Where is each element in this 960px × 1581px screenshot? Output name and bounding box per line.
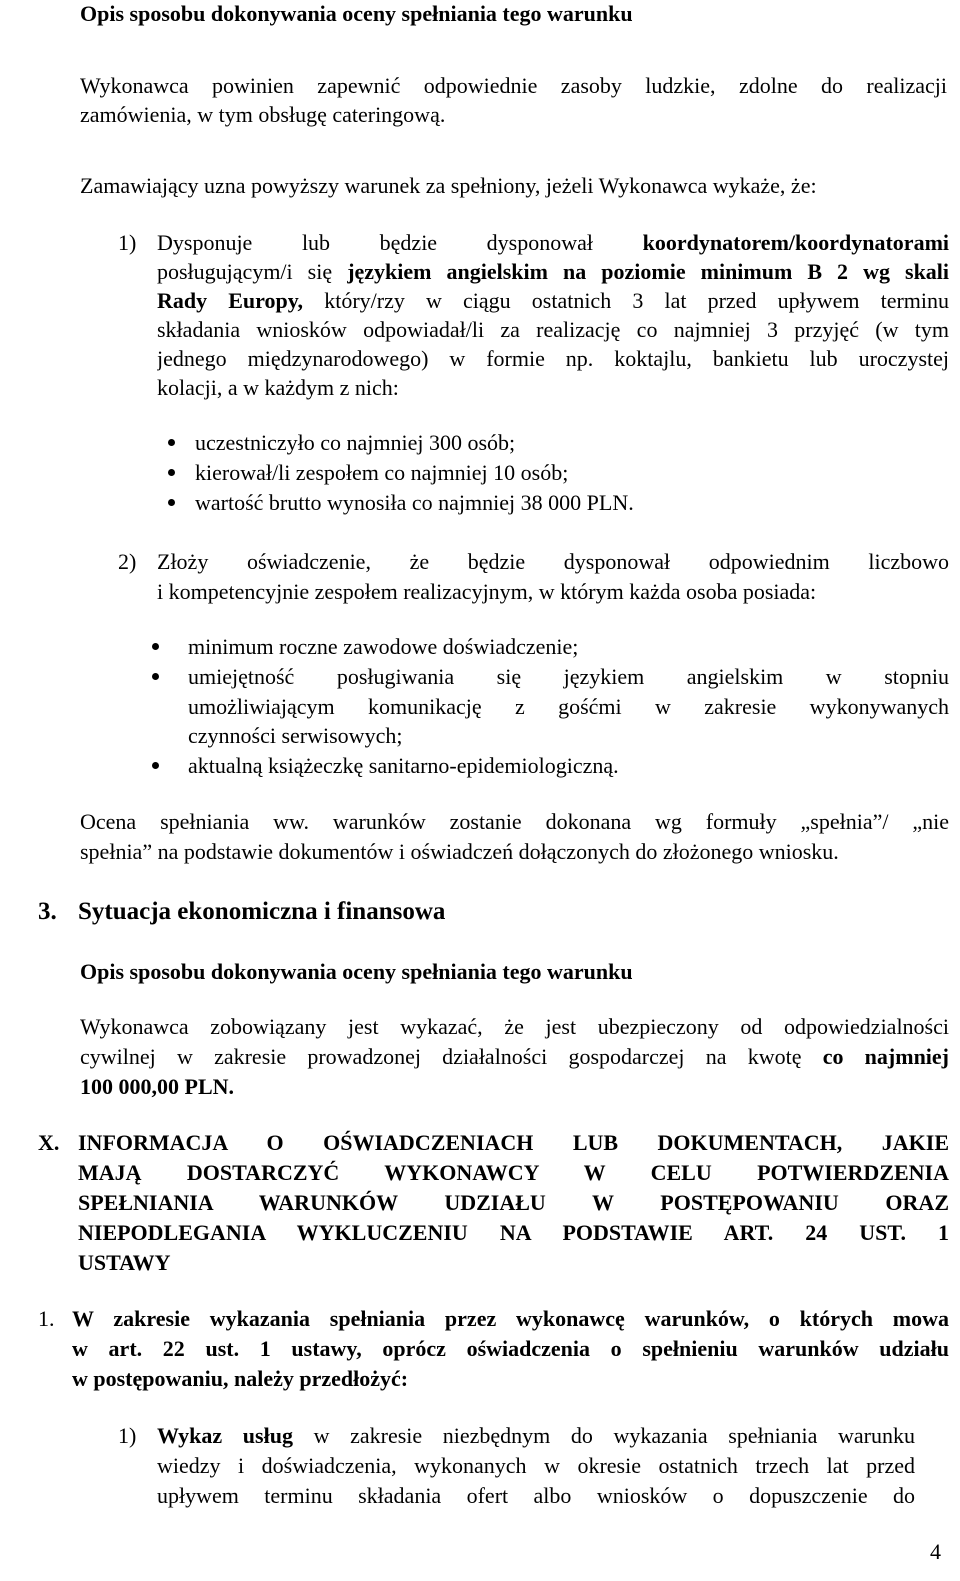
- paragraph-line: [80, 1043, 949, 1071]
- section-title: Sytuacja ekonomiczna i finansowa: [78, 898, 446, 925]
- section-title-line: MAJĄ DOSTARCZYĆ WYKONAWCY W CELU POTWIERDZENIA: [78, 1160, 949, 1185]
- list-item-line: składania wniosków odpowiadał/li za realizację co najmniej 3 przyjęć (w tym: [157, 317, 949, 342]
- list-item-line: [157, 287, 949, 315]
- text: cywilnej w zakresie prowadzonej działalności gospodarczej na kwotę: [80, 1044, 802, 1069]
- bullet-item: umiejętność posługiwania się językiem angielskim w stopniu: [188, 664, 949, 689]
- bullet-item: aktualną książeczkę sanitarno-epidemiologiczną.: [188, 753, 619, 778]
- list-number: 1.: [38, 1306, 55, 1331]
- list-item-line: jednego międzynarodowego) w formie np. koktajlu, bankietu lub uroczystej: [157, 346, 949, 371]
- text: który/rzy w ciągu ostatnich 3 lat przed upływem terminu: [324, 288, 949, 313]
- section-number: X.: [38, 1130, 60, 1155]
- list-item-line: [157, 229, 949, 257]
- list-item-line: upływem terminu składania ofert albo wniosków o dopuszczenie do: [157, 1483, 915, 1508]
- list-item-line: [157, 258, 949, 286]
- list-number: 1): [118, 230, 137, 255]
- bold-text: Rady Europy,: [157, 288, 304, 313]
- bullet-icon: [152, 762, 159, 769]
- section-title-line: NIEPODLEGANIA WYKLUCZENIU NA PODSTAWIE ART. 24 UST. 1: [78, 1220, 949, 1245]
- bullet-icon: [168, 469, 175, 476]
- paragraph-line: Zamawiający uzna powyższy warunek za spełniony, jeżeli Wykonawca wykaże, że:: [80, 173, 817, 198]
- bullet-item: wartość brutto wynosiła co najmniej 38 000 PLN.: [195, 490, 634, 515]
- bold-text: koordynatorem/koordynatorami: [642, 230, 949, 255]
- list-item-line: i kompetencyjnie zespołem realizacyjnym, w którym każda osoba posiada:: [157, 579, 817, 604]
- page-number: 4: [930, 1539, 941, 1564]
- bullet-item-line: umożliwiającym komunikację z gośćmi w zakresie wykonywanych: [188, 694, 949, 719]
- list-item-line: W zakresie wykazania spełniania przez wykonawcę warunków, o których mowa: [72, 1306, 949, 1331]
- section-title-line: SPEŁNIANIA WARUNKÓW UDZIAŁU W POSTĘPOWANIU ORAZ: [78, 1190, 949, 1215]
- paragraph-line: Wykonawca zobowiązany jest wykazać, że jest ubezpieczony od odpowiedzialności: [80, 1014, 949, 1039]
- list-item-line: kolacji, a w każdym z nich:: [157, 375, 399, 400]
- text: Dysponuje lub będzie dysponował: [157, 230, 594, 255]
- paragraph-line: zamówienia, w tym obsługę cateringową.: [80, 102, 446, 127]
- list-item-line: w art. 22 ust. 1 ustawy, oprócz oświadczenia o spełnieniu warunków udziału: [72, 1336, 949, 1361]
- bullet-item: minimum roczne zawodowe doświadczenie;: [188, 634, 579, 659]
- list-number: 1): [118, 1423, 137, 1448]
- bullet-icon: [168, 499, 175, 506]
- section-heading: Opis sposobu dokonywania oceny spełniania tego warunku: [80, 1, 633, 26]
- list-item-line: w postępowaniu, należy przedłożyć:: [72, 1366, 409, 1391]
- text: w zakresie niezbędnym do wykazania spełniania warunku: [313, 1423, 915, 1448]
- bold-text: co najmniej: [822, 1044, 949, 1069]
- bold-text: językiem angielskim na poziomie minimum B 2 wg skali: [347, 259, 949, 284]
- section-heading: Opis sposobu dokonywania oceny spełniania tego warunku: [80, 959, 633, 984]
- section-title-line: INFORMACJA O OŚWIADCZENIACH LUB DOKUMENTACH, JAKIE: [78, 1130, 949, 1155]
- section-number: 3.: [38, 898, 57, 925]
- bold-text: Wykaz usług: [157, 1423, 293, 1448]
- bullet-icon: [168, 439, 175, 446]
- bullet-icon: [152, 673, 159, 680]
- paragraph-line: 100 000,00 PLN.: [80, 1074, 234, 1099]
- list-number: 2): [118, 549, 137, 574]
- bullet-icon: [152, 643, 159, 650]
- list-item-line: Złoży oświadczenie, że będzie dysponował odpowiednim liczbowo: [157, 549, 949, 574]
- paragraph-line: spełnia” na podstawie dokumentów i oświadczeń dołączonych do złożonego wniosku.: [80, 839, 839, 864]
- bullet-item: uczestniczyło co najmniej 300 osób;: [195, 430, 516, 455]
- paragraph-line: Wykonawca powinien zapewnić odpowiednie zasoby ludzkie, zdolne do realizacji: [80, 73, 947, 98]
- text: posługującym/i się: [157, 259, 333, 284]
- paragraph-line: Ocena spełniania ww. warunków zostanie dokonana wg formuły „spełnia”/ „nie: [80, 809, 949, 834]
- section-title-line: USTAWY: [78, 1250, 171, 1275]
- list-item-line: wiedzy i doświadczenia, wykonanych w okresie ostatnich trzech lat przed: [157, 1453, 915, 1478]
- list-item-line: [157, 1422, 915, 1450]
- bullet-item-line: czynności serwisowych;: [188, 723, 403, 748]
- bullet-item: kierował/li zespołem co najmniej 10 osób;: [195, 460, 569, 485]
